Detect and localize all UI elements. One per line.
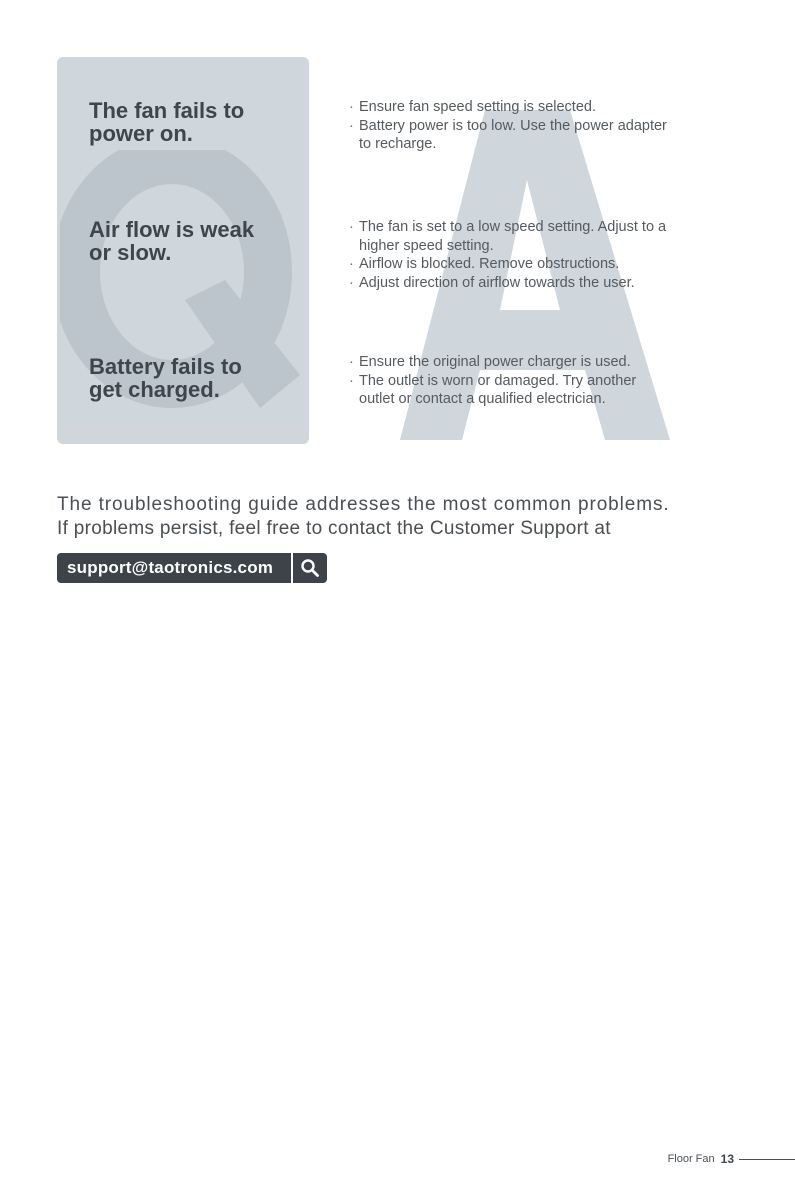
answer-item: · Adjust direction of airflow towards the user. bbox=[349, 274, 709, 293]
answer-item: · The fan is set to a low speed setting. Adjust to a higher speed setting. bbox=[349, 218, 709, 255]
question-2: Air flow is weak or slow. bbox=[89, 217, 255, 265]
support-email-bar[interactable] bbox=[57, 553, 327, 583]
answer-list-1 bbox=[349, 98, 709, 154]
question-3: Battery fails to get charged. bbox=[89, 354, 242, 402]
answer-list-2 bbox=[349, 218, 709, 292]
guide-note-line-2: If problems persist, feel free to contact the Customer Support at bbox=[57, 518, 611, 539]
answer-list-3 bbox=[349, 353, 709, 409]
answer-item: · Airflow is blocked. Remove obstructions. bbox=[349, 255, 709, 274]
search-icon[interactable] bbox=[293, 553, 327, 583]
footer-rule bbox=[739, 1159, 795, 1160]
answer-item: · Ensure fan speed setting is selected. bbox=[349, 98, 709, 117]
question-1: The fan fails to power on. bbox=[89, 98, 245, 146]
page-label: Floor Fan bbox=[667, 1153, 715, 1165]
support-email[interactable]: support@taotronics.com bbox=[67, 558, 274, 577]
answer-item: · Ensure the original power charger is used. bbox=[349, 353, 709, 372]
page-footer bbox=[668, 1151, 795, 1167]
page-number: 13 bbox=[720, 1152, 734, 1166]
answer-item: · Battery power is too low. Use the power adapter to recharge. bbox=[349, 117, 709, 154]
guide-note-line-1: The troubleshooting guide addresses the most common problems. bbox=[57, 494, 670, 515]
answer-item: · The outlet is worn or damaged. Try another outlet or contact a qualified electrician. bbox=[349, 372, 709, 409]
